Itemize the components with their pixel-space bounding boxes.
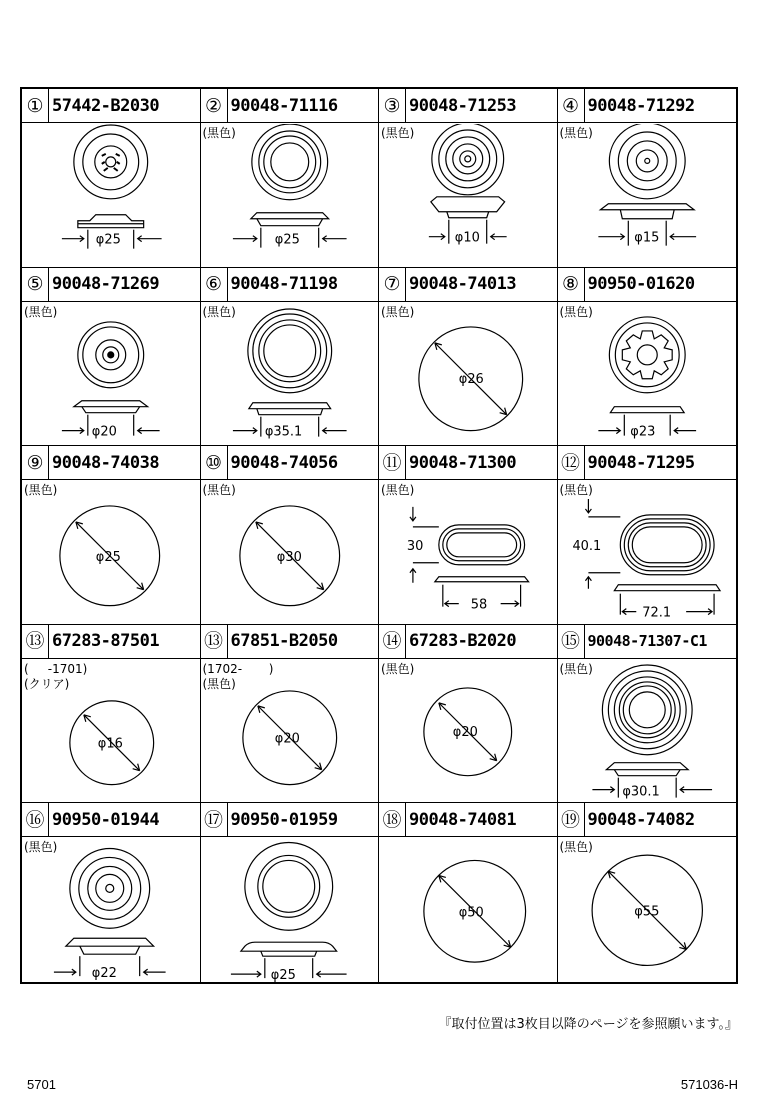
dimension-label: 30 [406, 538, 424, 554]
part-number: 90048-71269 [48, 268, 200, 302]
part-header [379, 268, 557, 302]
part-number: 90048-71295 [584, 446, 737, 480]
dimension-label: 72.1 [641, 605, 671, 621]
part-number: 90950-01620 [584, 268, 737, 302]
part-cell-10 [201, 446, 380, 625]
part-header [22, 268, 200, 302]
dimension-label: φ20 [452, 724, 478, 740]
part-header [379, 446, 557, 480]
part-cell-16 [558, 625, 737, 804]
part-cell-8 [558, 268, 737, 447]
part-color-note: (黒色) [381, 661, 415, 676]
dimension-label: φ20 [274, 731, 300, 747]
part-index: ① [26, 94, 44, 117]
part-number: 90048-74056 [227, 446, 379, 480]
part-color-note: (黒色) [202, 483, 236, 498]
part-header [201, 446, 379, 480]
dimension-label: φ25 [95, 232, 121, 248]
part-index: ⑤ [26, 273, 44, 296]
footer-note: 『取付位置は3枚目以降のページを参照願います。』 [438, 1017, 738, 1032]
part-drawing [558, 303, 737, 446]
part-cell-15 [379, 625, 558, 804]
dimension-label: φ16 [97, 736, 123, 752]
part-header [558, 89, 737, 123]
part-color-note: (黒色) [24, 483, 58, 498]
part-color-note: ( -1701) (クリア) [24, 661, 88, 691]
page-number-left: 5701 [27, 1077, 56, 1092]
part-color-note: (黒色) [24, 304, 58, 319]
part-index: ⑦ [383, 273, 401, 296]
part-cell-11 [379, 446, 558, 625]
dimension-label: φ15 [633, 230, 659, 246]
part-number: 67283-B2020 [405, 625, 557, 659]
part-color-note: (黒色) [381, 126, 415, 140]
dimension-label: 40.1 [571, 538, 601, 554]
dimension-label: φ30.1 [621, 784, 660, 800]
part-color-note: (黒色) [559, 661, 593, 676]
part-number: 90048-71116 [227, 89, 379, 123]
dimension-label: φ50 [458, 905, 484, 921]
part-header [201, 625, 379, 659]
part-index: ⑯ [25, 808, 45, 831]
part-cell-3 [379, 89, 558, 268]
part-header [22, 803, 200, 837]
part-drawing [201, 838, 379, 982]
part-index: ⑬ [25, 630, 45, 653]
part-number: 90048-74082 [584, 803, 737, 837]
part-color-note: (黒色) [381, 483, 415, 498]
part-cell-4 [558, 89, 737, 268]
part-header [22, 446, 200, 480]
part-header [379, 89, 557, 123]
part-drawing [201, 481, 379, 624]
part-index: ⑫ [560, 451, 580, 474]
part-color-note: (黒色) [202, 126, 236, 140]
part-index: ⑬ [203, 630, 223, 653]
part-cell-14 [201, 625, 380, 804]
dimension-label: φ30 [276, 549, 302, 565]
part-number: 67851-B2050 [227, 625, 379, 659]
part-number: 90048-71292 [584, 89, 737, 123]
part-header [558, 446, 737, 480]
dimension-label: φ25 [95, 549, 121, 565]
part-number: 90048-71253 [405, 89, 557, 123]
dimension-label: φ35.1 [264, 424, 302, 440]
part-index: ⑪ [382, 451, 402, 474]
part-header [22, 625, 200, 659]
part-index: ⑰ [203, 808, 223, 831]
part-number: 90048-71300 [405, 446, 557, 480]
part-drawing [22, 838, 200, 982]
part-number: 90950-01959 [227, 803, 379, 837]
part-drawing [22, 481, 200, 624]
parts-grid [20, 87, 738, 984]
part-index: ⑧ [561, 273, 580, 296]
part-drawing [22, 303, 200, 446]
part-drawing [22, 660, 200, 803]
part-color-note: (黒色) [381, 304, 415, 319]
part-drawing [379, 660, 557, 803]
part-number: 90950-01944 [48, 803, 200, 837]
part-drawing [201, 303, 379, 446]
part-number: 90048-74038 [48, 446, 200, 480]
part-index: ③ [383, 94, 401, 117]
part-index: ⑩ [204, 451, 223, 474]
part-header [201, 89, 379, 123]
part-cell-9 [22, 446, 201, 625]
part-number: 90048-74013 [405, 268, 557, 302]
dimension-label: φ26 [458, 371, 484, 387]
part-drawing [558, 838, 737, 982]
part-index: ⑮ [560, 630, 580, 653]
part-header [22, 89, 200, 123]
part-index: ⑱ [382, 808, 402, 831]
part-index: ④ [561, 94, 580, 117]
part-number: 67283-87501 [48, 625, 200, 659]
dimension-label: φ55 [633, 904, 659, 920]
part-cell-19 [379, 803, 558, 982]
part-drawing [379, 303, 557, 446]
part-color-note: (黒色) [202, 304, 236, 319]
dimension-label: φ22 [91, 966, 117, 982]
part-cell-20 [558, 803, 737, 982]
part-drawing [379, 124, 557, 267]
dimension-label: φ23 [629, 424, 655, 440]
part-drawing [558, 124, 737, 267]
part-color-note: (黒色) [559, 126, 593, 140]
part-color-note: (黒色) [559, 840, 593, 855]
part-number: 90048-71307-C1 [584, 625, 737, 659]
part-cell-1 [22, 89, 201, 268]
part-header [558, 268, 737, 302]
part-index: ⑲ [560, 808, 580, 831]
part-drawing [558, 481, 737, 624]
dimension-label: 58 [470, 597, 488, 613]
part-cell-13 [22, 625, 201, 804]
part-cell-6 [201, 268, 380, 447]
dimension-label: φ10 [454, 230, 480, 246]
part-header [379, 803, 557, 837]
part-cell-12 [558, 446, 737, 625]
part-cell-5 [22, 268, 201, 447]
part-index: ⑭ [382, 630, 402, 653]
part-number: 90048-74081 [405, 803, 557, 837]
part-index: ⑥ [204, 273, 223, 296]
part-color-note: (黒色) [559, 304, 593, 319]
part-index: ② [204, 94, 223, 117]
part-header [558, 625, 737, 659]
part-header [201, 268, 379, 302]
part-drawing [379, 481, 557, 624]
part-cell-18 [201, 803, 380, 982]
part-number: 90048-71198 [227, 268, 379, 302]
part-index: ⑨ [26, 451, 44, 474]
part-drawing [201, 124, 379, 267]
part-drawing [22, 124, 200, 267]
dimension-label: φ20 [91, 424, 117, 440]
part-cell-17 [22, 803, 201, 982]
part-color-note: (黒色) [24, 840, 58, 855]
part-header [558, 803, 737, 837]
part-drawing [558, 660, 737, 803]
part-cell-7 [379, 268, 558, 447]
part-number: 57442-B2030 [48, 89, 200, 123]
part-header [201, 803, 379, 837]
part-drawing [379, 838, 557, 982]
dimension-label: φ25 [274, 232, 300, 248]
part-cell-2 [201, 89, 380, 268]
part-color-note: (黒色) [559, 483, 593, 498]
dimension-label: φ25 [270, 968, 296, 982]
part-color-note: (1702- ) (黒色) [202, 661, 274, 691]
part-header [379, 625, 557, 659]
part-drawing [201, 660, 379, 803]
page-number-right: 571036-H [680, 1077, 738, 1092]
